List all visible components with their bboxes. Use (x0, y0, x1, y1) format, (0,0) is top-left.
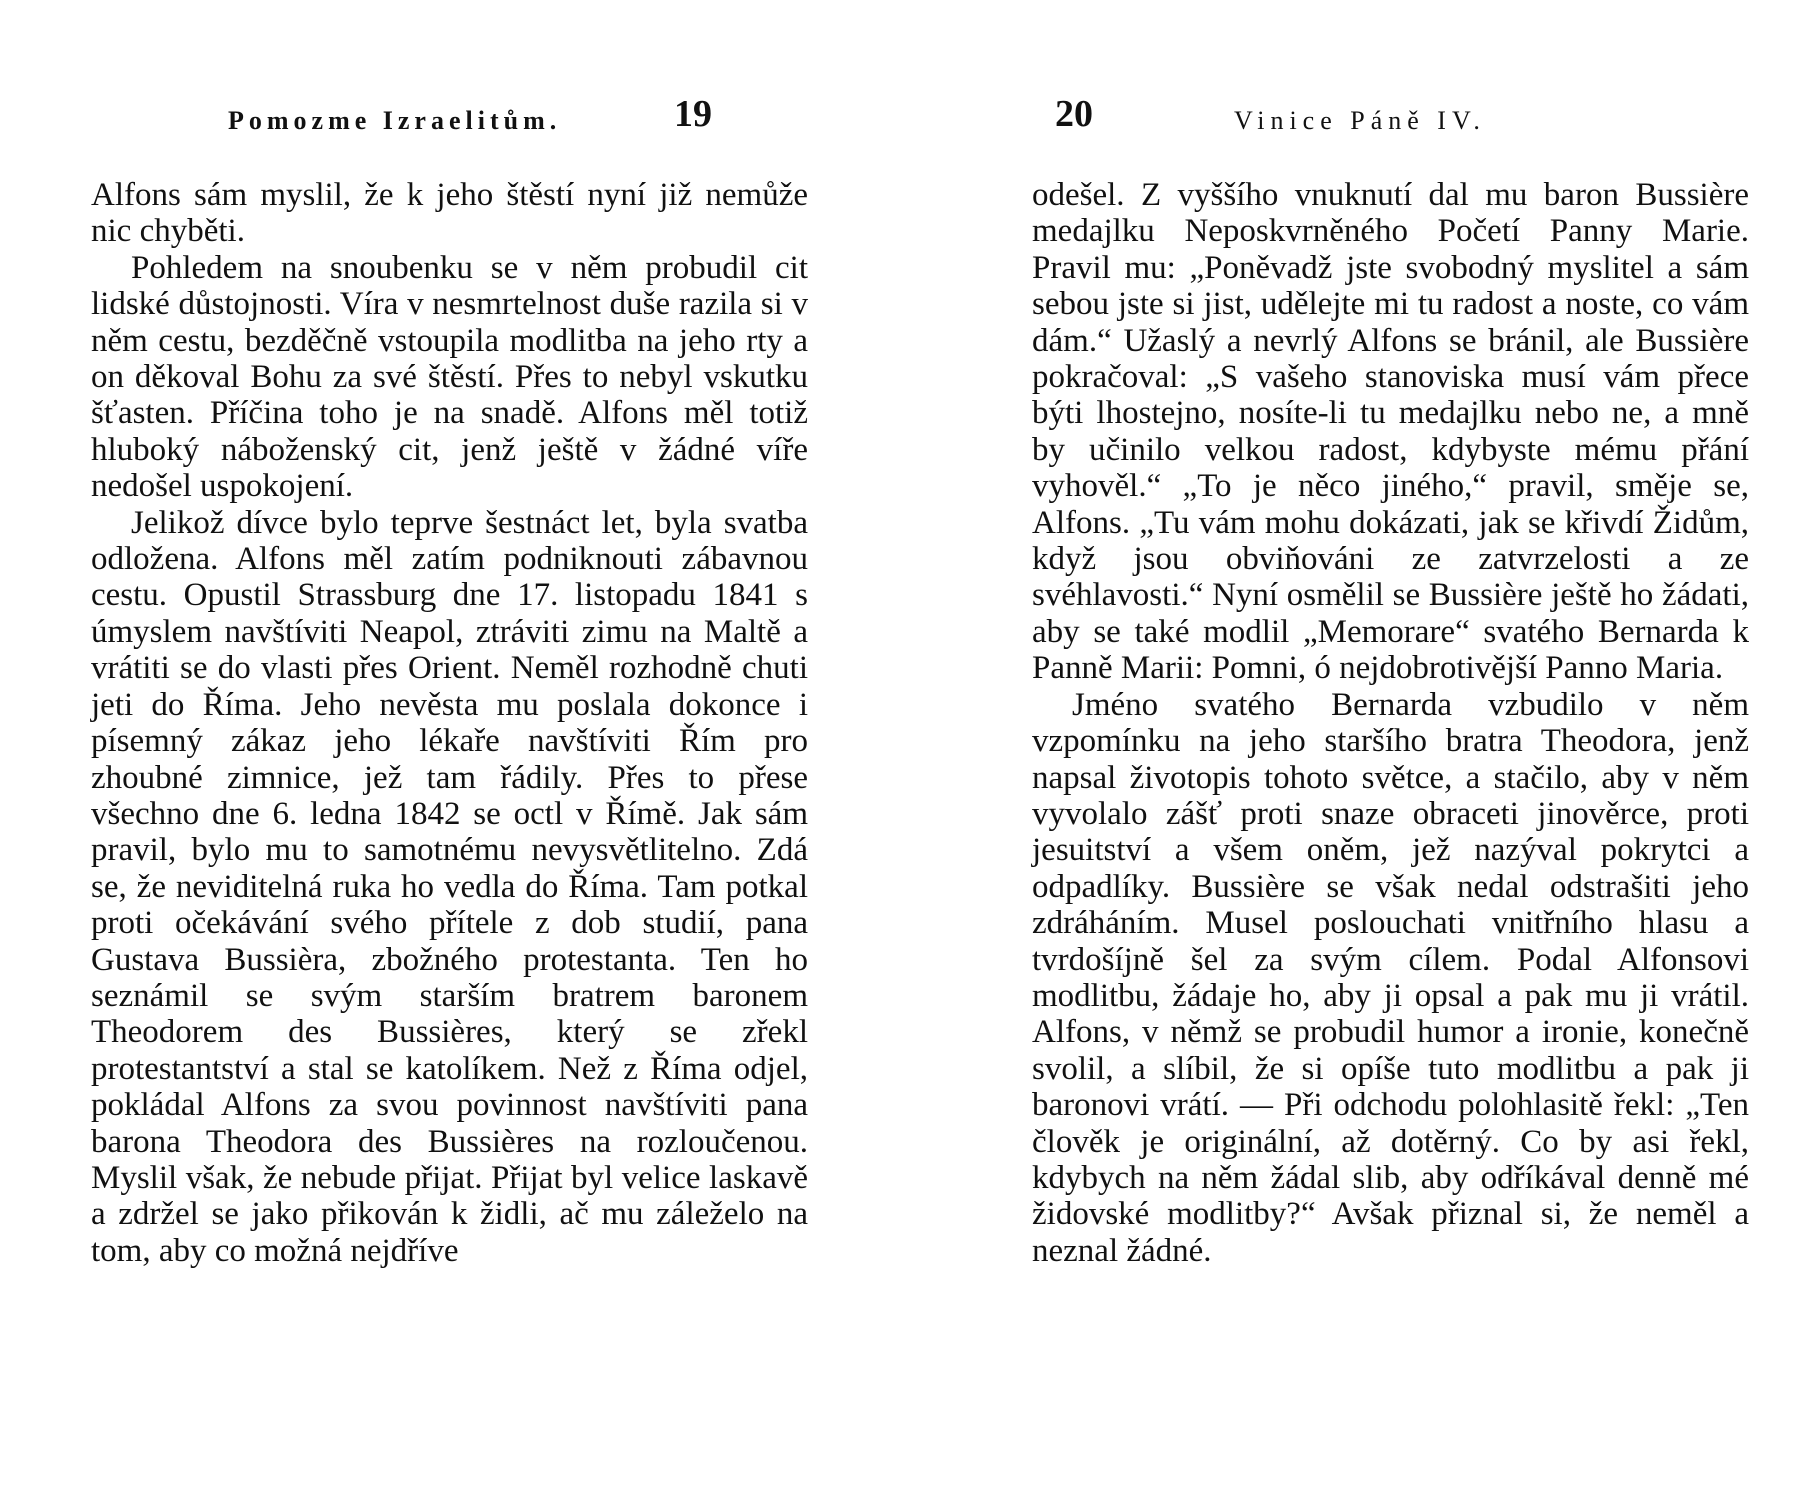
paragraph: Pohledem na snoubenku se v něm probudil cit lidské důstojnosti. Víra v nesmrtelnost duše razila si v něm cestu, bezděčně vstoupila modlitba na jeho rty a on děkoval Bohu za své štěstí. Přes to nebyl vskutku šťasten. Příčina toho je na snadě. Alfons měl totiž hluboký náboženský cit, jenž ještě v žádné víře nedošel uspokojení. (91, 249, 808, 505)
running-title: Vinice Páně IV. (1234, 106, 1486, 135)
right-page-body (1032, 177, 1749, 1269)
paragraph: Jelikož dívce bylo teprve šestnáct let, byla svatba odložena. Alfons měl zatím podniknouti zábavnou cestu. Opustil Strassburg dne 17. listopadu 1841 s úmyslem navštíviti Neapol, ztráviti zimu na Maltě a vrátiti se do vlasti přes Orient. Neměl rozhodně chuti jeti do Říma. Jeho nevěsta mu poslala dokonce i písemný zákaz jeho lékaře navštíviti Řím pro zhoubné zimnice, jež tam řádily. Přes to přese všechno dne 6. ledna 1842 se octl v Římě. Jak sám pravil, bylo mu to samotnému nevysvětlitelno. Zdá se, že neviditelná ruka ho vedla do Říma. Tam potkal proti očekávání svého přítele z dob studií, pana Gustava Bussièra, zbožného protestanta. Ten ho seznámil se svým starším bratrem baronem Theodorem des Bussières, který se zřekl protestantství a stal se katolíkem. Než z Říma odjel, pokládal Alfons za svou povinnost navštíviti pana barona Theodora des Bussières na rozloučenou. Myslil však, že nebude přijat. Přijat byl velice laskavě a zdržel se jako přikován k židli, ač mu záleželo na tom, aby co možná nejdříve (91, 504, 808, 1269)
paragraph: Alfons sám myslil, že k jeho štěstí nyní již nemůže nic chyběti. (91, 177, 808, 250)
paragraph: Jméno svatého Bernarda vzbudilo v něm vzpomínku na jeho staršího bratra Theodora, jenž napsal životopis tohoto světce, a stačilo, aby v něm vyvolalo zášť proti snaze obraceti jinověrce, proti jesuitství a všem oněm, jež nazýval pokrytci a odpadlíky. Bussière se však nedal odstrašiti jeho zdráháním. Musel poslouchati vnitřního hlasu a tvrdošíjně šel za svým cílem. Podal Alfonsovi modlitbu, žádaje ho, aby ji opsal a pak mu ji vrátil. Alfons, v němž se probudil humor a ironie, konečně svolil, a slíbil, že si opíše tuto modlitbu a pak ji baronovi vrátí. — Při odchodu polohlasitě řekl: „Ten člověk je originální, až dotěrný. Co by asi řekl, kdybych na něm žádal slib, aby odříkával denně mé židovské modlitby?“ Avšak přiznal si, že neměl a neznal žádné. (1032, 686, 1749, 1269)
running-title: Pomozme Izraelitům. (228, 106, 562, 135)
paragraph: odešel. Z vyššího vnuknutí dal mu baron Bussière medajlku Neposkvrněného Početí Panny Marie. Pravil mu: „Poněvadž jste svobodný myslitel a sám sebou jste si jist, udělejte mi tu radost a noste, co vám dám.“ Užaslý a nevrlý Alfons se bránil, ale Bussière pokračoval: „S vašeho stanoviska musí vám přece býti lhostejno, nosíte-li tu medajlku nebo ne, a mně by učinilo velkou radost, kdybyste mému přání vyhověl.“ „To je něco jiného,“ pravil, směje se, Alfons. „Tu vám mohu dokázati, jak se křivdí Židům, když jsou obviňováni ze zatvrzelosti a ze svéhlavosti.“ Nyní osmělil se Bussière ještě ho žádati, aby se také modlil „Memorare“ svatého Bernarda k Panně Marii: Pomni, ó nejdobrotivější Panno Maria. (1032, 177, 1749, 687)
page-number: 20 (1055, 93, 1093, 135)
left-page-body (91, 177, 808, 1269)
page-number: 19 (674, 93, 712, 135)
